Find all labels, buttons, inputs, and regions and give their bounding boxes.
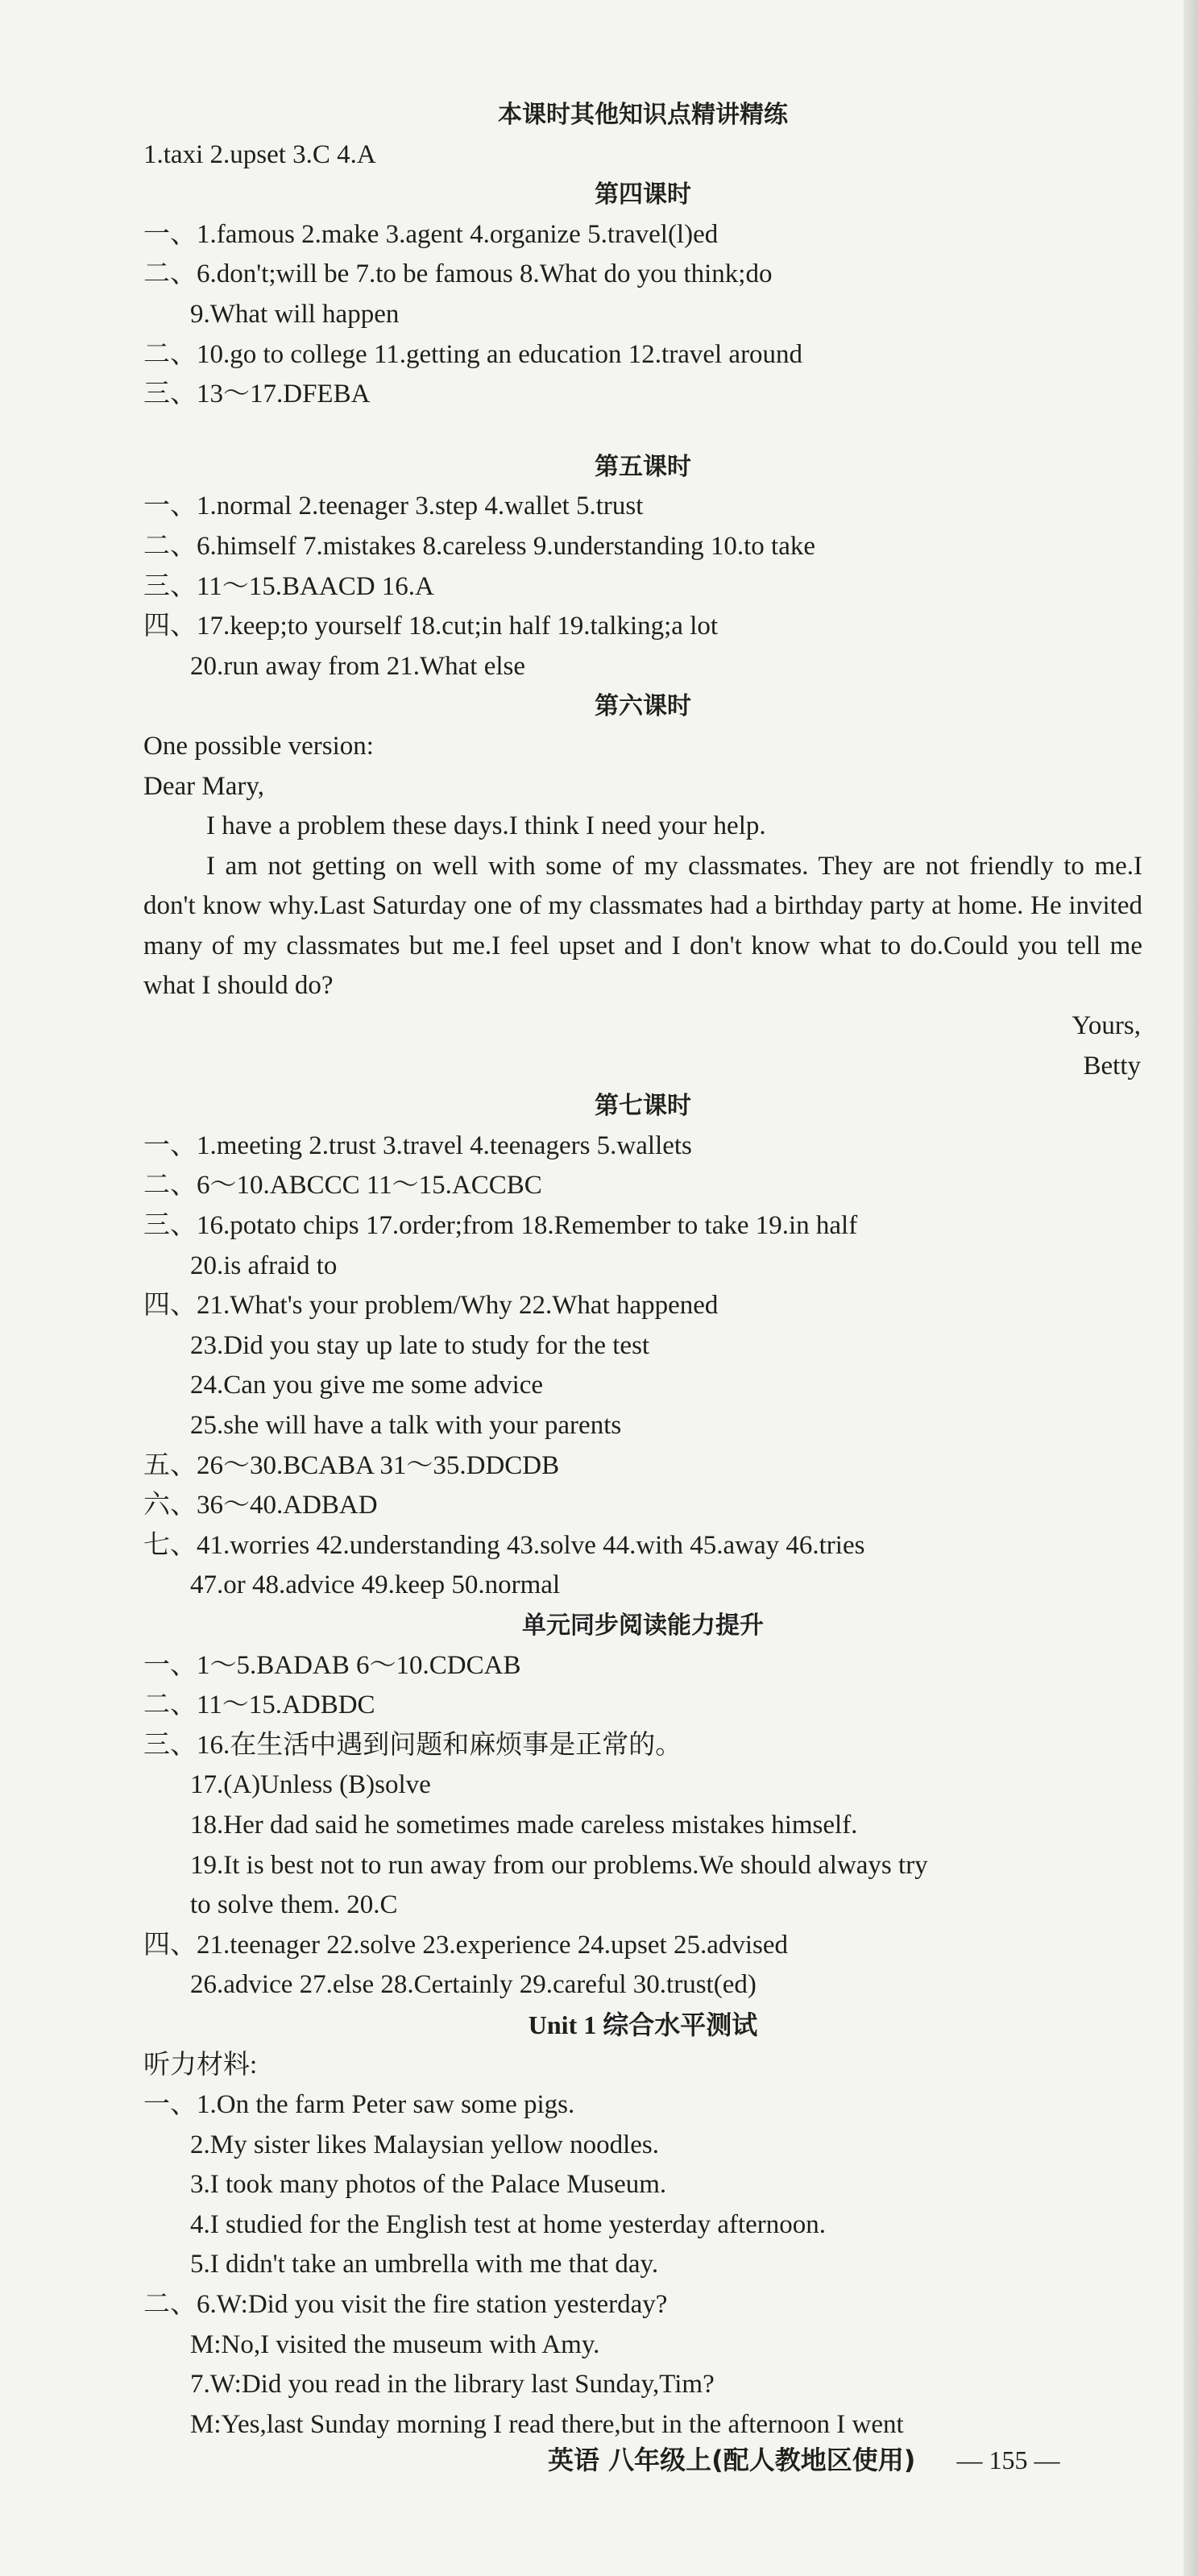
answer-line: 三、13～17.DFEBA <box>143 380 371 409</box>
answer-line: 2.My sister likes Malaysian yellow noodles. <box>190 2130 660 2159</box>
answer-line: 20.run away from 21.What else <box>190 651 526 681</box>
page-edge-shadow <box>1183 0 1198 2576</box>
letter-intro: One possible version: <box>143 731 374 761</box>
answer-line: 18.Her dad said he sometimes made careless mistakes himself. <box>190 1810 858 1840</box>
answer-line: 5.I didn't take an umbrella with me that day. <box>190 2250 659 2279</box>
answer-line: 二、10.go to college 11.getting an education 12.travel around <box>143 339 803 369</box>
answer-line: 一、1～5.BADAB 6～10.CDCAB <box>143 1650 521 1680</box>
answer-line: 七、41.worries 42.understanding 43.solve 44.with 45.away 46.tries <box>143 1530 865 1560</box>
letter-signature: Betty <box>1083 1051 1141 1081</box>
section-heading: 单元同步阅读能力提升 <box>522 1611 764 1640</box>
answer-line: 4.I studied for the English test at home yesterday afternoon. <box>190 2209 827 2239</box>
answer-line: 三、16.在生活中遇到问题和麻烦事是正常的。 <box>143 1730 682 1760</box>
answer-line: 一、1.meeting 2.trust 3.travel 4.teenagers 5.wallets <box>143 1130 692 1160</box>
page-footer <box>548 2440 1160 2479</box>
answer-line: 二、6.W:Did you visit the fire station yesterday? <box>143 2290 668 2320</box>
section-heading: 第五课时 <box>595 452 691 481</box>
answer-line: 二、6～10.ABCCC 11～15.ACCBC <box>143 1171 542 1201</box>
answer-line: M:No,I visited the museum with Amy. <box>190 2329 600 2359</box>
letter-salutation: Dear Mary, <box>143 771 264 801</box>
answer-line: to solve them. 20.C <box>190 1890 398 1920</box>
answer-line: 五、26～30.BCABA 31～35.DDCDB <box>143 1450 560 1480</box>
answer-line: M:Yes,last Sunday morning I read there,but in the afternoon I went <box>190 2409 904 2439</box>
section-gap <box>143 415 1142 447</box>
answer-line: 17.(A)Unless (B)solve <box>190 1770 431 1800</box>
answer-line: 26.advice 27.else 28.Certainly 29.careful 30.trust(ed) <box>190 1970 757 2000</box>
answer-line: 24.Can you give me some advice <box>190 1371 544 1400</box>
answer-line: 三、11～15.BAACD 16.A <box>143 571 434 601</box>
answer-line: 二、11～15.ADBDC <box>143 1690 375 1720</box>
section-heading: Unit 1 综合水平测试 <box>528 2010 758 2039</box>
answer-line: 19.It is best not to run away from our problems.We should always try <box>190 1850 928 1880</box>
answer-line: 听力材料: <box>143 2050 258 2080</box>
section-heading: 本课时其他知识点精讲精练 <box>498 101 788 129</box>
answer-line: 25.she will have a talk with your parents <box>190 1411 622 1440</box>
letter-paragraph-text: I have a problem these days.I think I need your help. <box>206 811 766 841</box>
answer-line: 二、6.himself 7.mistakes 8.careless 9.understanding 10.to take <box>143 531 815 561</box>
answer-line: 三、16.potato chips 17.order;from 18.Remember to take 19.in half <box>143 1211 858 1241</box>
letter-paragraph <box>143 807 1142 847</box>
answer-line: 六、36～40.ADBAD <box>143 1491 378 1520</box>
section-heading: 第七课时 <box>595 1092 691 1121</box>
answer-line: 二、6.don't;will be 7.to be famous 8.What do you think;do <box>143 259 773 289</box>
answer-line: 四、21.teenager 22.solve 23.experience 24.upset 25.advised <box>143 1930 789 1960</box>
letter-paragraph <box>143 847 1142 1006</box>
answer-line: 3.I took many photos of the Palace Museum. <box>190 2170 667 2200</box>
footer-title: 英语 八年级上(配人教地区使用) <box>548 2445 916 2475</box>
section-heading: 第四课时 <box>595 180 691 209</box>
answer-line: 一、1.On the farm Peter saw some pigs. <box>143 2090 575 2120</box>
answer-column <box>143 95 1142 2445</box>
letter-closing: Yours, <box>1072 1011 1141 1041</box>
answer-line: 四、21.What's your problem/Why 22.What happened <box>143 1291 719 1321</box>
answer-line: 20.is afraid to <box>190 1251 338 1280</box>
answer-line: 9.What will happen <box>190 299 400 329</box>
section-heading: 第六课时 <box>595 692 691 721</box>
answer-line: 23.Did you stay up late to study for the test <box>190 1330 650 1360</box>
answer-line: 47.or 48.advice 49.keep 50.normal <box>190 1570 561 1600</box>
answer-line: 四、17.keep;to yourself 18.cut;in half 19.talking;a lot <box>143 612 719 641</box>
answer-line: 一、1.normal 2.teenager 3.step 4.wallet 5.trust <box>143 492 644 521</box>
answer-line: 1.taxi 2.upset 3.C 4.A <box>143 139 376 169</box>
letter-paragraph-text: I am not getting on well with some of my classmates. They are not friendly to me.I don't know why.Last Saturday one of my classmates had a birthday party at home. He invited many of my classmates but me.I feel upset and I don't know what to do.Could you tell me what I should do? <box>143 851 1142 1001</box>
answer-line: 7.W:Did you read in the library last Sunday,Tim? <box>190 2370 715 2400</box>
page-number: — 155 — <box>956 2445 1060 2474</box>
answer-line: 一、1.famous 2.make 3.agent 4.organize 5.travel(l)ed <box>143 219 719 249</box>
